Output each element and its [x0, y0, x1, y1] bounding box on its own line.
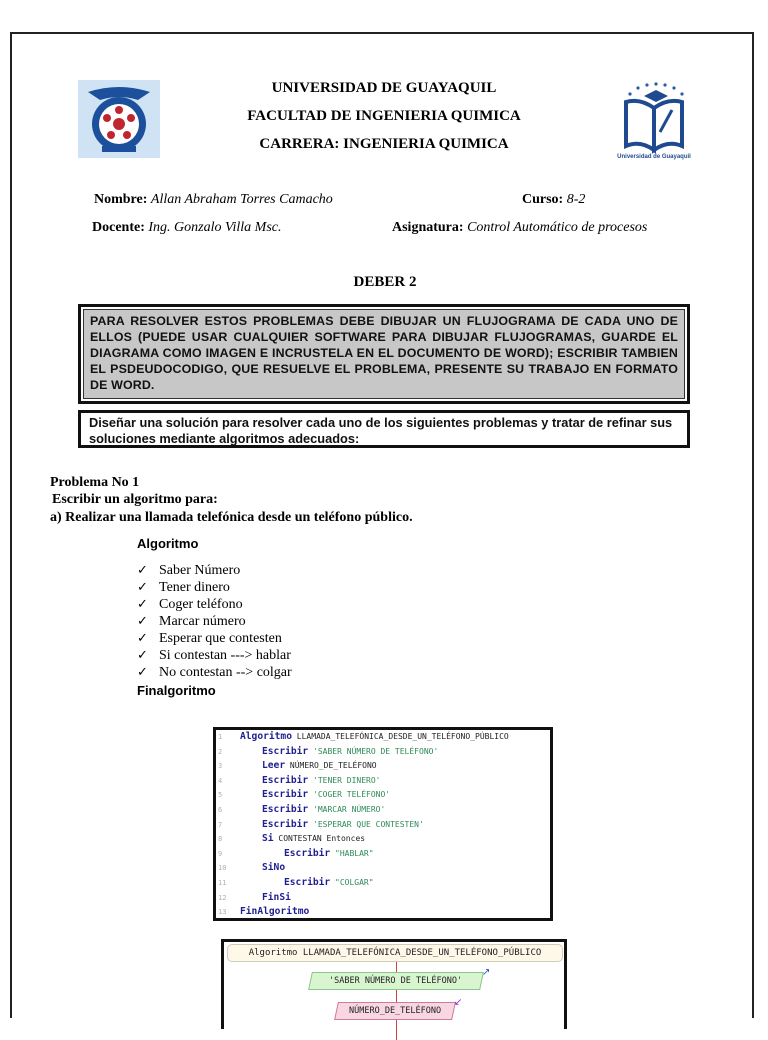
assignment-title: DEBER 2 [353, 274, 417, 290]
teacher-value: Ing. Gonzalo Villa Msc. [148, 220, 282, 235]
course-label: Curso: [522, 192, 564, 207]
career-name: CARRERA: INGENIERIA QUIMICA [259, 136, 509, 152]
faculty-name: FACULTAD DE INGENIERIA QUIMICA [247, 108, 521, 124]
checkmark-icon: ✓ [137, 580, 148, 595]
line-number: 7 [218, 820, 223, 829]
checkmark-icon: ✓ [137, 631, 148, 646]
logo-caption: Universidad de Guayaquil [617, 154, 691, 160]
flowchart-header: Algoritmo LLAMADA_TELEFÓNICA_DESDE_UN_TELÉFONO_PÚBLICO [227, 944, 563, 962]
algorithm-step [137, 647, 292, 664]
algorithm-start: Algoritmo [137, 536, 199, 551]
algorithm-end: Finalgoritmo [137, 683, 216, 698]
checkmark-icon: ✓ [137, 563, 148, 578]
code-keyword: Escribir [262, 818, 309, 830]
name-label: Nombre: [94, 192, 148, 207]
code-line [216, 876, 550, 891]
problem-title: Problema No 1 [50, 475, 140, 490]
code-line [216, 861, 550, 876]
subject-label: Asignatura: [392, 220, 464, 235]
code-text: CONTESTAN Entonces [273, 834, 366, 844]
subject-row [392, 220, 647, 236]
code-line [216, 774, 550, 789]
algorithm-step [137, 596, 292, 613]
code-line [216, 905, 550, 920]
checkmark-icon: ✓ [137, 614, 148, 629]
code-keyword: Si [262, 833, 274, 845]
algorithm-step-text: Esperar que contesten [159, 631, 282, 646]
code-line [216, 759, 550, 774]
algorithm-step-text: Tener dinero [159, 580, 230, 595]
course-row [522, 192, 585, 208]
subject-value: Control Automático de procesos [467, 220, 648, 235]
line-number: 8 [218, 835, 223, 844]
line-number: 10 [218, 864, 227, 873]
university-logo [612, 80, 696, 166]
algorithm-step-text: No contestan --> colgar [159, 665, 292, 680]
flowchart-output-text: 'SABER NÚMERO DE TELÉFONO' [329, 976, 463, 986]
line-number: 12 [218, 893, 227, 902]
algorithm-step [137, 664, 292, 681]
line-number: 11 [218, 878, 227, 887]
line-number: 9 [218, 849, 223, 858]
checkmark-icon: ✓ [137, 665, 148, 680]
code-keyword: FinAlgoritmo [240, 906, 310, 918]
algorithm-step-text: Marcar número [159, 614, 246, 629]
teacher-label: Docente: [92, 220, 145, 235]
pseudocode-panel [213, 727, 553, 921]
flowchart-input-text: NÚMERO_DE_TELÉFONO [348, 1006, 442, 1016]
code-text: NÚMERO_DE_TELÉFONO [285, 761, 377, 771]
problem-item-a: a) Realizar una llamada telefónica desde un teléfono público. [50, 510, 413, 525]
code-text: 'SABER NÚMERO DE TELÉFONO' [308, 746, 439, 756]
code-keyword: Escribir [262, 745, 309, 757]
code-line [216, 788, 550, 803]
algorithm-step [137, 630, 292, 647]
algorithm-step [137, 613, 292, 630]
output-arrow-icon: ↗ [482, 967, 491, 978]
line-number: 5 [218, 791, 223, 800]
flowchart-output-node [308, 972, 484, 990]
code-line [216, 832, 550, 847]
code-text: 'ESPERAR QUE CONTESTEN' [308, 819, 424, 829]
code-text: 'TENER DINERO' [308, 775, 381, 785]
code-line [216, 891, 550, 906]
algorithm-step-text: Saber Número [159, 563, 241, 578]
code-text: "HABLAR" [330, 848, 374, 858]
flowchart-panel [221, 939, 567, 1029]
algorithm-step [137, 562, 292, 579]
code-keyword: FinSi [262, 891, 291, 903]
checkmark-icon: ✓ [137, 648, 148, 663]
code-line [216, 847, 550, 862]
code-text: "COLGAR" [330, 877, 374, 887]
teacher-row [92, 220, 282, 236]
algorithm-step-text: Si contestan ---> hablar [159, 648, 291, 663]
line-number: 6 [218, 805, 223, 814]
code-keyword: Escribir [262, 803, 309, 815]
line-number: 2 [218, 747, 223, 756]
code-keyword: SiNo [262, 862, 286, 874]
instructions-text: PARA RESOLVER ESTOS PROBLEMAS DEBE DIBUJAR UN FLUJOGRAMA DE CADA UNO DE ELLOS (PUEDE USAR CUALQUIER SOFTWARE PARA DIBUJAR FLUJOGRAMAS, GUARDE EL DIAGRAMA COMO IMAGEN E INCRUSTELA EN EL DOCUMENTO DE WORD); ESCRIBIR TAMBIEN EL PSDEUDOCODIGO, QUE RESUELVE EL PROBLEMA, PRESENTE SU TRABAJO EN FORMATO DE WORD. [83, 309, 685, 399]
code-keyword: Leer [262, 760, 286, 772]
code-text: 'MARCAR NÚMERO' [308, 804, 386, 814]
course-value: 8-2 [566, 192, 586, 207]
university-name: UNIVERSIDAD DE GUAYAQUIL [271, 80, 497, 96]
code-text: 'COGER TELÉFONO' [308, 790, 391, 800]
student-name-row [94, 192, 333, 208]
line-number: 1 [218, 733, 223, 741]
code-keyword: Escribir [262, 774, 309, 786]
code-keyword: Escribir [262, 789, 309, 801]
name-value: Allan Abraham Torres Camacho [150, 192, 333, 207]
algorithm-steps [137, 562, 292, 681]
algorithm-step [137, 579, 292, 596]
line-number: 4 [218, 776, 223, 785]
flowchart-input-node [334, 1002, 456, 1020]
code-keyword: Escribir [284, 876, 331, 888]
algorithm-step-text: Coger teléfono [159, 597, 243, 612]
line-number: 13 [218, 908, 227, 917]
input-arrow-icon: ↙ [454, 997, 463, 1008]
checkmark-icon: ✓ [137, 597, 148, 612]
problem-subtitle: Escribir un algoritmo para: [52, 492, 218, 507]
instructions-box [78, 304, 690, 404]
code-line [216, 745, 550, 760]
code-line [216, 818, 550, 833]
design-box: Diseñar una solución para resolver cada uno de los siguientes problemas y tratar de refinar sus soluciones mediante algoritmos adecuados: [78, 410, 690, 448]
faculty-logo [78, 80, 160, 158]
code-keyword: Algoritmo [240, 731, 292, 742]
code-line [216, 730, 550, 745]
code-keyword: Escribir [284, 847, 331, 859]
code-line [216, 803, 550, 818]
line-number: 3 [218, 762, 223, 771]
code-text: LLAMADA_TELEFÓNICA_DESDE_UN_TELÉFONO_PÚBLICO [291, 732, 509, 741]
